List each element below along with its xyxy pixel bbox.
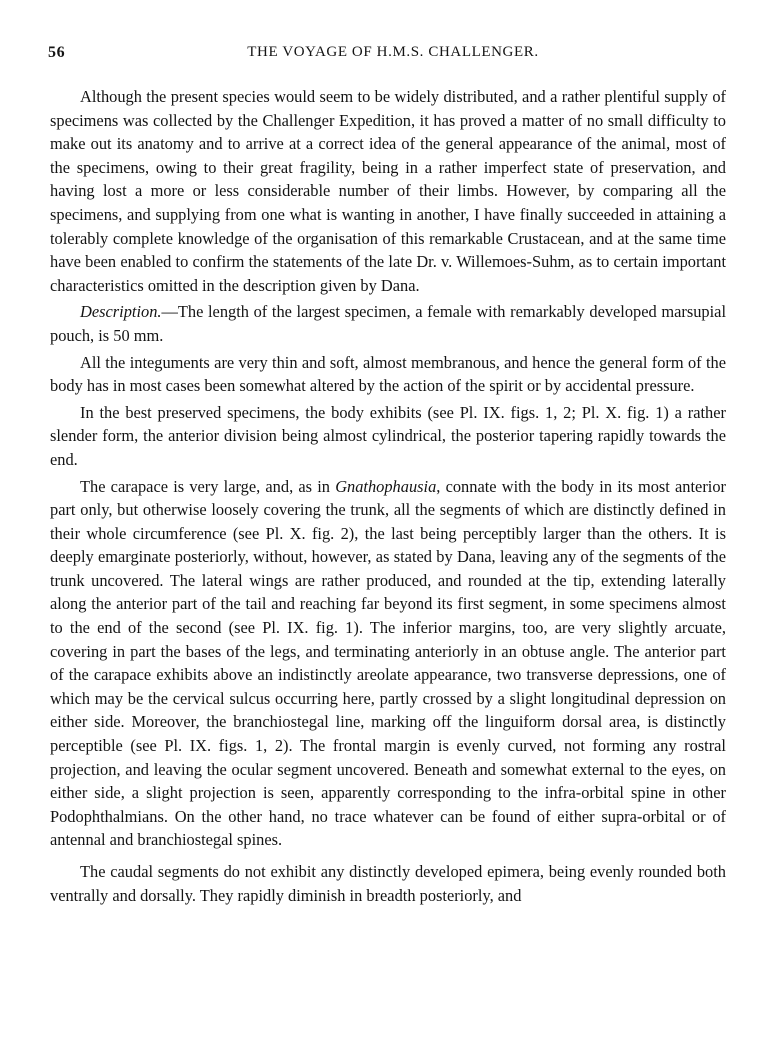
page-number: 56	[48, 44, 66, 61]
body-text	[50, 85, 726, 910]
running-head	[48, 44, 738, 68]
paragraph-integuments	[50, 351, 726, 398]
running-title: THE VOYAGE OF H.M.S. CHALLENGER.	[247, 44, 539, 60]
paragraph-text: In the best preserved specimens, the body exhibits (see Pl. IX. figs. 1, 2; Pl. X. fig. 1) a rather slender form, the anterior division being almost cylindrical, the posterior tapering rapidly towards the end.	[50, 402, 726, 469]
paragraph-text: All the integuments are very thin and soft, almost membranous, and hence the general form of the body has in most cases been somewhat altered by the action of the spirit or by accidental pressure.	[50, 352, 726, 396]
paragraph-distribution	[50, 85, 726, 297]
paragraph-caudal-segments	[50, 860, 726, 907]
paragraph-text: The caudal segments do not exhibit any distinctly developed epimera, being evenly rounded both ventrally and dorsally. They rapidly diminish in breadth posteriorly, and	[50, 862, 726, 905]
paragraph-text: The carapace is very large, and, as in	[80, 476, 336, 496]
genus-name: Gnathophausia	[335, 476, 437, 496]
paragraph-text: —The length of the largest specimen, a female with remarkably developed marsupial pouch, is 50 mm.	[50, 302, 726, 345]
paragraph-carapace	[50, 475, 726, 853]
paragraph-body-form	[50, 401, 726, 472]
description-heading: Description.	[80, 302, 162, 322]
paragraph-text: Although the present species would seem to be widely distributed, and a rather plentiful supply of specimens was collected by the Challenger Expedition, it has proved a matter of no small difficulty to make out its anatomy and to arrive at a correct idea of the general appearance of the animal, most of the specimens, owing to their great fragility, being in a rather imperfect state of preservation, and having lost a more or less considerable number of their limbs. However, by comparing all the specimens, and supplying from one what is wanting in another, I have finally succeeded in attaining a tolerably complete knowledge of the organisation of this remarkable Crustacean, and at the same time have been enabled to confirm the statements of the late Dr. v. Willemoes-Suhm, as to certain important characteristics omitted in the description given by Dana.	[50, 87, 726, 295]
paragraph-text: , connate with the body in its most anterior part only, but otherwise loosely covering the trunk, all the segments of which are distinctly defined in their whole circumference (see Pl. X. fig. 2), the last being perceptibly larger than the others. It is deeply emarginate posteriorly, without, however, as stated by Dana, leaving any of the segments of the trunk uncovered. The lateral wings are rather produced, and rounded at the tip, extending laterally along the anterior part of the tail and reaching far beyond its first segment, in some specimens almost to the end of the second (see Pl. IX. fig. 1). The inferior margins, too, are very slightly arcuate, covering in part the bases of the legs, and terminating anteriorly in an obtuse angle. The anterior part of the carapace exhibits above an indistinctly areolate appearance, two transverse depressions, one of which may be the cervical sulcus occurring here, partly crossed by a slight longitudinal depression on either side. Moreover, the branchiostegal line, marking off the linguiform dorsal area, is distinctly perceptible (see Pl. IX. figs. 1, 2). The frontal margin is evenly curved, not forming any rostral projection, and leaving the ocular segment uncovered. Beneath and somewhat external to the eyes, on either side, a slight projection is seen, apparently corresponding to the infra-orbital spine in other Podophthalmians. On the other hand, no trace whatever can be found of either supra-orbital or of antennal and branchiostegal spines.	[50, 476, 726, 850]
paragraph-description	[50, 300, 726, 347]
